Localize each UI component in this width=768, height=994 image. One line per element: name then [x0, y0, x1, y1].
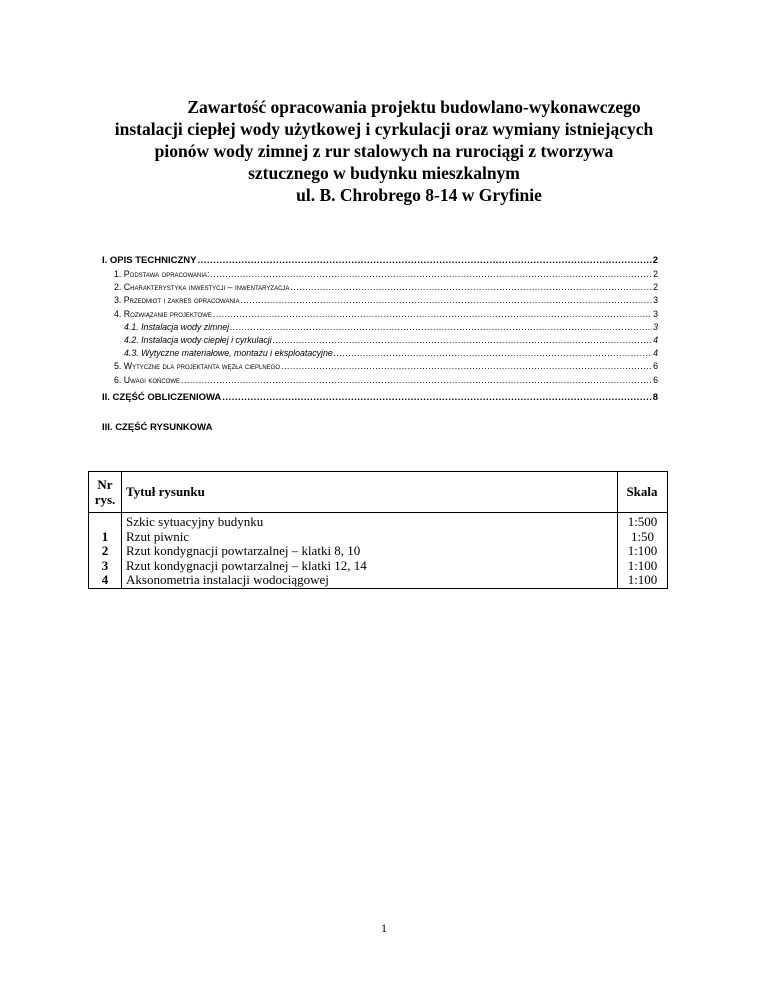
toc-label: 6. Uwagi końcowe	[114, 374, 181, 385]
title-line: Zawartość opracowania projektu budowlano-wykonawczego	[187, 97, 641, 117]
cell-scale: 1:100	[618, 559, 668, 574]
cell-title: Szkic sytuacyjny budynku	[122, 513, 618, 530]
drawings-table	[88, 471, 668, 589]
cell-title: Rzut piwnic	[122, 530, 618, 545]
toc-leader	[273, 334, 652, 347]
toc-leader	[181, 374, 652, 387]
column-header-title: Tytuł rysunku	[122, 472, 618, 513]
toc-subitem[interactable]	[102, 321, 658, 334]
cell-nr: 3	[89, 559, 122, 574]
toc-leader	[213, 308, 652, 321]
cell-nr: 2	[89, 544, 122, 559]
toc-leader	[290, 281, 652, 294]
toc-page-number: 8	[652, 391, 658, 403]
toc-page-number: 4	[653, 334, 658, 345]
table-of-contents	[102, 254, 658, 435]
toc-page-number: 2	[653, 269, 658, 279]
table-header-row	[89, 472, 668, 513]
column-header-scale: Skala	[618, 472, 668, 513]
toc-label: 4. Rozwiązanie projektowe	[114, 308, 212, 319]
toc-item[interactable]	[102, 294, 658, 307]
table-row	[89, 530, 668, 545]
column-header-nr: Nr rys.	[89, 472, 122, 513]
toc-page-number: 3	[653, 308, 658, 319]
toc-item[interactable]	[102, 308, 658, 321]
toc-label: 4.3. Wytyczne materiałowe, montażu i eksploatacyjne	[124, 348, 333, 359]
cell-scale: 1:500	[618, 513, 668, 530]
cell-nr	[89, 513, 122, 530]
toc-page-number: 6	[653, 374, 658, 385]
toc-label: 4.2. Instalacja wody ciepłej i cyrkulacji	[124, 334, 272, 345]
document-title	[60, 96, 708, 206]
cell-nr: 1	[89, 530, 122, 545]
title-line: sztucznego w budynku mieszkalnym	[248, 163, 520, 183]
toc-label: III. CZĘŚĆ RYSUNKOWA	[102, 421, 213, 433]
cell-scale: 1:50	[618, 530, 668, 545]
cell-scale: 1:100	[618, 544, 668, 559]
table-row	[89, 573, 668, 588]
toc-subitem[interactable]	[102, 347, 658, 360]
toc-label: 1. Podstawa opracowania:	[114, 269, 210, 279]
toc-page-number: 3	[653, 295, 658, 306]
toc-leader	[197, 254, 651, 268]
toc-subitem[interactable]	[102, 334, 658, 347]
toc-label: I. OPIS TECHNICZNY	[102, 255, 197, 266]
table-row	[89, 559, 668, 574]
toc-item[interactable]	[102, 281, 658, 294]
cell-nr: 4	[89, 573, 122, 588]
toc-page-number: 4	[653, 348, 658, 359]
toc-label: 3. Przedmiot i zakres opracowania	[114, 295, 240, 306]
toc-page-number: 6	[653, 361, 658, 372]
table-row	[89, 544, 668, 559]
title-line: pionów wody zimnej z rur stalowych na rurociągi z tworzywa	[154, 141, 614, 161]
toc-section-czesc-obliczeniowa[interactable]	[102, 391, 658, 405]
toc-leader	[240, 294, 652, 307]
toc-section-opis-techniczny[interactable]	[102, 254, 658, 268]
toc-item[interactable]	[102, 268, 658, 281]
toc-leader	[222, 391, 651, 405]
toc-leader	[210, 268, 652, 281]
toc-label: 2. Charakterystyka inwestycji – inwentaryzacja	[114, 282, 290, 293]
toc-section-czesc-rysunkowa[interactable]	[102, 421, 658, 435]
toc-leader	[334, 347, 652, 360]
title-line: ul. B. Chrobrego 8-14 w Gryfinie	[296, 185, 542, 205]
toc-leader	[230, 321, 652, 334]
table-row	[89, 513, 668, 530]
toc-page-number: 2	[652, 255, 658, 266]
cell-scale: 1:100	[618, 573, 668, 588]
toc-leader	[281, 360, 652, 373]
page-number: 1	[381, 921, 387, 935]
toc-label: II. CZĘŚĆ OBLICZENIOWA	[102, 391, 222, 403]
cell-title: Rzut kondygnacji powtarzalnej – klatki 12, 14	[122, 559, 618, 574]
toc-item[interactable]	[102, 360, 658, 373]
toc-item[interactable]	[102, 374, 658, 387]
toc-page-number: 3	[653, 321, 658, 332]
cell-title: Rzut kondygnacji powtarzalnej – klatki 8, 10	[122, 544, 618, 559]
toc-label: 5. Wytyczne dla projektanta węzła cieplnego	[114, 361, 281, 372]
cell-title: Aksonometria instalacji wodociągowej	[122, 573, 618, 588]
toc-page-number: 2	[653, 282, 658, 293]
toc-label: 4.1. Instalacja wody zimnej	[124, 321, 230, 332]
title-line: instalacji ciepłej wody użytkowej i cyrkulacji oraz wymiany istniejących	[114, 119, 654, 139]
